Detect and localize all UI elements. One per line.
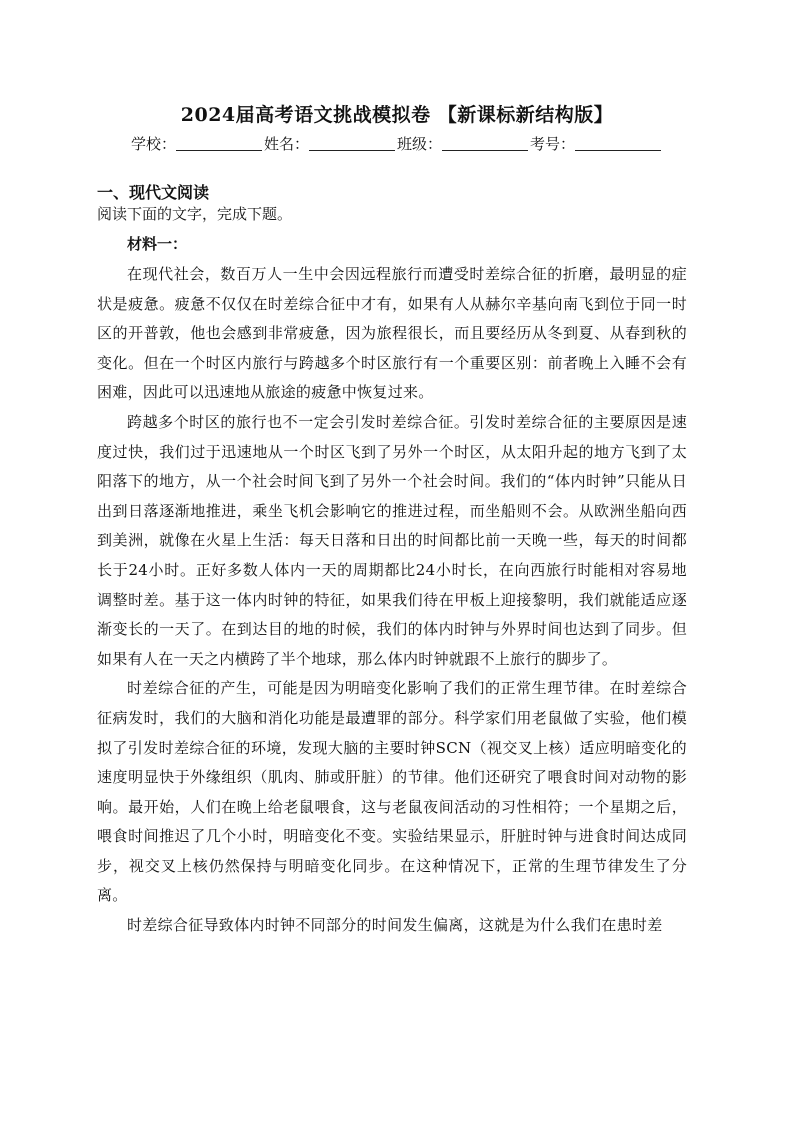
name-label: 姓名：: [263, 135, 309, 153]
exam-number-label: 考号：: [530, 135, 576, 153]
class-blank[interactable]: [442, 136, 528, 151]
student-info-line: [0, 133, 794, 154]
school-blank[interactable]: [176, 136, 262, 151]
exam-title: 2024届高考语文挑战模拟卷 【新课标新结构版】: [180, 104, 614, 126]
material-text: [97, 260, 687, 941]
class-label: 班级：: [397, 135, 443, 153]
exam-number-blank[interactable]: [575, 136, 661, 151]
paragraph: 时差综合征的产生，可能是因为明暗变化影响了我们的正常生理节律。在时差综合征病发时，我们的大脑和消化功能是最遭罪的部分。科学家们用老鼠做了实验，他们模拟了引发时差综合征的环境，发现大脑的主要时钟SCN（视交叉上核）适应明暗变化的速度明显快于外缘组织（肌肉、肺或肝脏）的节律。他们还研究了喂食时间对动物的影响。最开始，人们在晚上给老鼠喂食，这与老鼠夜间活动的习性相符；一个星期之后，喂食时间推迟了几个小时，明暗变化不变。实验结果显示，肝脏时钟与进食时间达成同步，视交叉上核仍然保持与明暗变化同步。在这种情况下，正常的生理节律发生了分离。: [97, 679, 687, 905]
reading-instruction: 阅读下面的文字，完成下题。: [97, 205, 293, 223]
school-label: 学校：: [130, 135, 176, 153]
name-blank[interactable]: [309, 136, 395, 151]
material-label: 材料一：: [127, 235, 188, 253]
section-heading: 一、现代文阅读: [97, 183, 210, 202]
paragraph: 时差综合征导致体内时钟不同部分的时间发生偏离，这就是为什么我们在患时差: [127, 916, 663, 935]
paragraph: 跨越多个时区的旅行也不一定会引发时差综合征。引发时差综合征的主要原因是速度过快，我们过于迅速地从一个时区飞到了另外一个时区，从太阳升起的地方飞到了太阳落下的地方，从一个社会时间飞到了另外一个社会时间。我们的“体内时钟”只能从日出到日落逐渐地推进，乘坐飞机会影响它的推进过程，而坐船则不会。从欧洲坐船向西到美洲，就像在火星上生活：每天日落和日出的时间都比前一天晚一些，每天的时间都长于24小时。正好多数人体内一天的周期都比24小时长，在向西旅行时能相对容易地调整时差。基于这一体内时钟的特征，如果我们待在甲板上迎接黎明，我们就能适应逐渐变长的一天了。在到达目的地的时候，我们的体内时钟与外界时间也达到了同步。但如果有人在一天之内横跨了半个地球，那么体内时钟就跟不上旅行的脚步了。: [97, 412, 687, 668]
paragraph: 在现代社会，数百万人一生中会因远程旅行而遭受时差综合征的折磨，最明显的症状是疲惫。疲惫不仅仅在时差综合征中才有，如果有人从赫尔辛基向南飞到位于同一时区的开普敦，他也会感到非常疲惫，因为旅程很长，而且要经历从冬到夏、从春到秋的变化。但在一个时区内旅行与跨越多个时区旅行有一个重要区别：前者晚上入睡不会有困难，因此可以迅速地从旅途的疲惫中恢复过来。: [97, 265, 687, 402]
